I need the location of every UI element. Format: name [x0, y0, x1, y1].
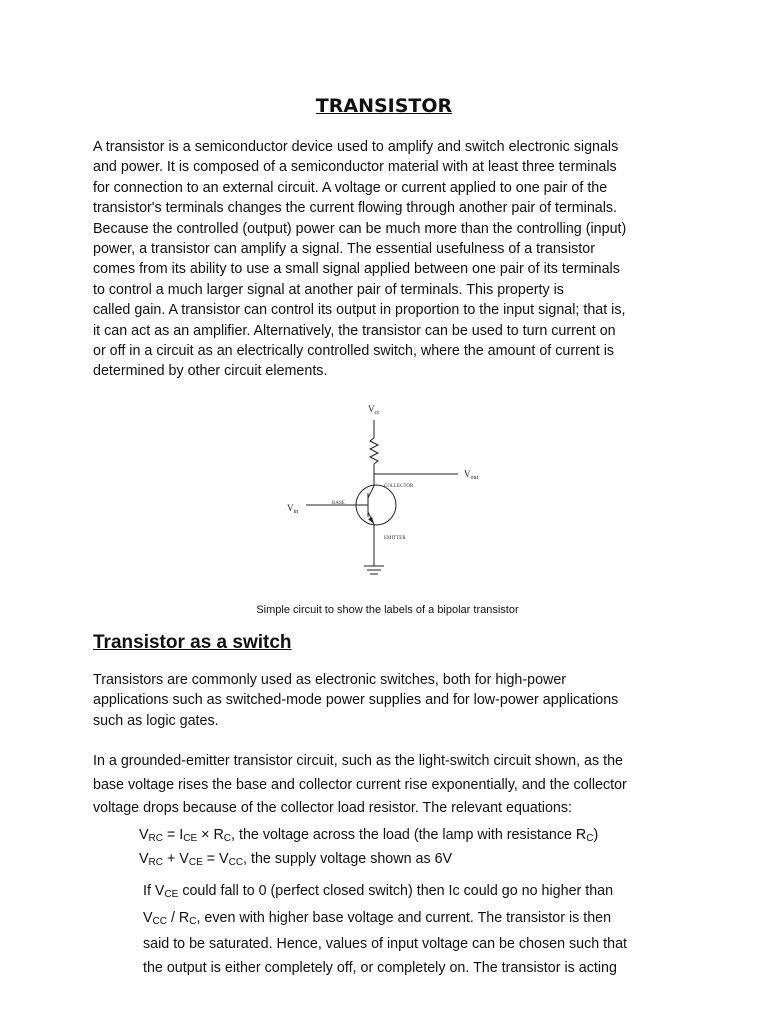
figure-caption: Simple circuit to show the labels of a bipolar transistor	[256, 604, 519, 616]
saturation-line: $V_{CC} / R_C$, even with higher base voltage and current. The transistor is then	[143, 909, 612, 927]
intro-line: Because the controlled (output) power can be much more than the controlling (input)	[93, 220, 627, 237]
collector-label: COLLECTOR	[384, 484, 414, 489]
intro-line: A transistor is a semiconductor device used to amplify and switch electronic signals	[93, 139, 619, 155]
emitter-label: EMITTER	[384, 536, 406, 541]
saturation-line: the output is either completely off, or completely on. The transistor is acting	[143, 959, 617, 976]
grounded-line: base voltage rises the base and collector current rise exponentially, and the collector	[93, 776, 627, 793]
grounded-line: voltage drops because of the collector load resistor. The relevant equations:	[93, 800, 572, 816]
transistor-circuit-diagram	[270, 398, 500, 598]
grounded-emitter-paragraph	[93, 750, 683, 821]
intro-line: power, a transistor can amplify a signal. The essential usefulness of a transistor	[93, 241, 595, 258]
switch-line: such as logic gates.	[93, 712, 219, 729]
intro-line: for connection to an external circuit. A voltage or current applied to one pair of the	[93, 179, 608, 196]
vin-label-sub: in	[293, 509, 299, 515]
vcc-label: V	[368, 404, 375, 414]
vout-label: V	[464, 469, 471, 479]
equation-load-voltage: $V_{RC} = I_{CE} \times R_C$, the voltage across the load (the lamp with resistance $R_C$)	[139, 827, 599, 844]
intro-line: determined by other circuit elements.	[93, 363, 328, 380]
intro-line: it can act as an amplifier. Alternatively, the transistor can be used to turn current on	[93, 322, 616, 339]
intro-line: to control a much larger signal at another pair of terminals. This property is	[93, 281, 564, 298]
intro-paragraph	[93, 137, 683, 382]
section-heading: Transistor as a switch	[93, 632, 292, 653]
saturation-line: said to be saturated. Hence, values of input voltage can be chosen such that	[143, 936, 628, 952]
intro-line: called gain. A transistor can control its output in proportion to the input signal; that is,	[93, 302, 626, 319]
page-title: TRANSISTOR	[315, 95, 453, 117]
svg-text:Vin	[287, 503, 298, 515]
switch-line: Transistors are commonly used as electronic switches, both for high-power	[93, 672, 567, 688]
resistor-symbol	[370, 438, 378, 464]
svg-text:Vcc	[368, 404, 380, 416]
switch-paragraph	[93, 670, 683, 731]
equation-supply-voltage: $V_{RC} + V_{CE} = V_{CC}$, the supply voltage shown as 6V	[139, 851, 453, 868]
intro-line: transistor's terminals changes the current flowing through another pair of terminals.	[93, 200, 618, 217]
svg-text:Vout	[464, 469, 479, 481]
intro-line: or off in a circuit as an electrically controlled switch, where the amount of current is	[93, 343, 615, 360]
saturation-line: If $V_{CE}$ could fall to 0 (perfect closed switch) then Ic could go no higher than	[143, 883, 614, 900]
base-label: BASE	[332, 501, 345, 506]
vout-label-sub: out	[470, 475, 479, 481]
intro-line: and power. It is composed of a semiconductor material with at least three terminals	[93, 159, 617, 176]
vcc-label-sub: cc	[374, 410, 380, 416]
grounded-line: In a grounded-emitter transistor circuit, such as the light-switch circuit shown, as the	[93, 753, 624, 769]
emitter-arrow	[368, 517, 374, 524]
vin-label: V	[287, 503, 294, 513]
switch-line: applications such as switched-mode power supplies and for low-power applications	[93, 692, 619, 709]
collector-lead	[368, 486, 374, 498]
saturation-paragraph	[143, 880, 703, 980]
intro-line: comes from its ability to use a small signal applied between one pair of its terminals	[93, 261, 620, 278]
